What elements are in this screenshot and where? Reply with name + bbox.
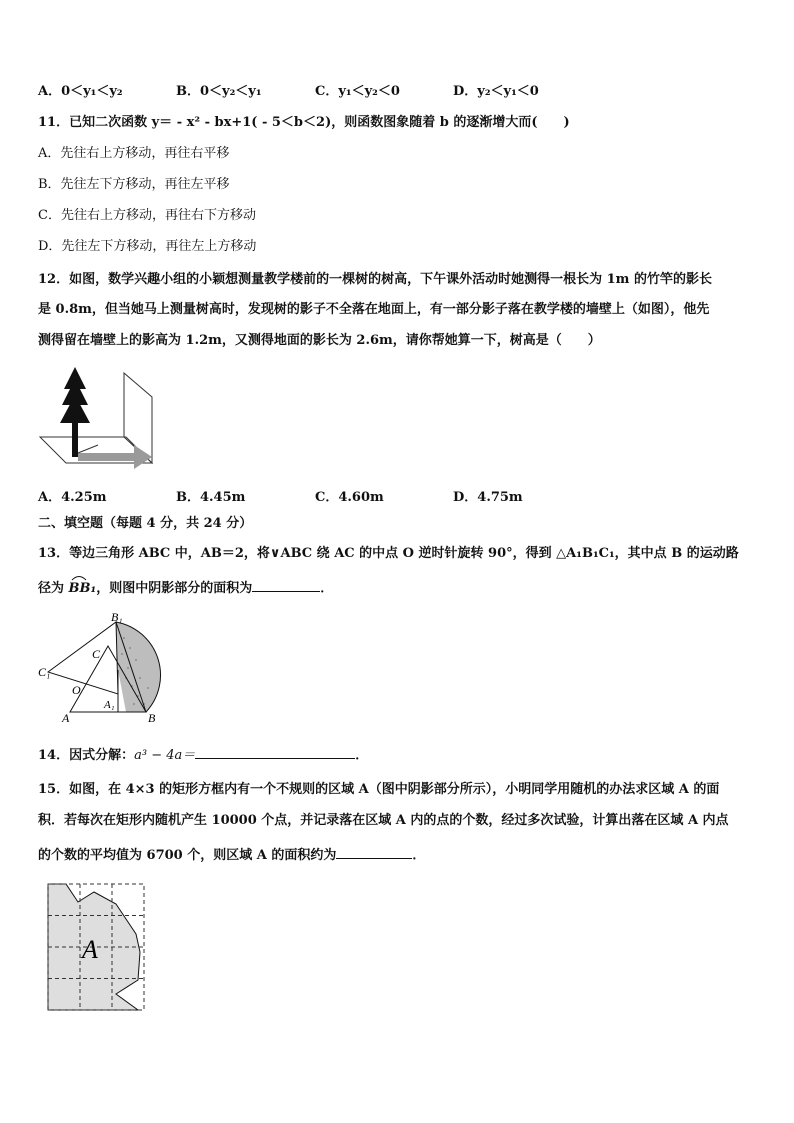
- q11-option-d: D．先往左下方移动，再往左上方移动: [38, 239, 257, 254]
- q11-option-b: B．先往左下方移动，再往左平移: [38, 177, 230, 192]
- q12-option-b: B．4.45m: [176, 490, 246, 505]
- q12-option-c: C．4.60m: [315, 490, 384, 505]
- q14-expression: a³ − 4a＝: [134, 748, 196, 763]
- q11-stem: 11．已知二次函数 y＝ - x² - bx+1( - 5＜b＜2)，则函数图象随着 b 的逐渐增大而( ): [38, 115, 570, 130]
- q10-option-a: A．0＜y₁＜y₂: [38, 84, 123, 99]
- shadow-edge: [78, 445, 98, 453]
- q12-tree-figure: [38, 365, 160, 473]
- q15-grid-figure: [46, 882, 148, 1012]
- q12-line-1: 12．如图，数学兴趣小组的小颖想测量教学楼前的一棵树的树高，下午课外活动时她测得一根长为 1m 的竹竿的影长: [38, 272, 712, 287]
- q13-line-2: 径为 BB₁，则图中阴影部分的面积为 ．: [38, 578, 333, 597]
- q14-line: 14．因式分解：a³ − 4a＝ ．: [38, 745, 368, 764]
- region-label-a: A: [82, 935, 98, 964]
- q13-arc-label: BB₁: [69, 581, 97, 597]
- tree-crown-low: [60, 395, 90, 423]
- q13-line-2-pre: 径为: [38, 581, 69, 596]
- q10-option-d: D．y₂＜y₁＜0: [453, 84, 539, 99]
- q12-line-3: 测得留在墙壁上的影高为 1.2m，又测得地面的影长为 2.6m，请你帮她算一下，树高是（ ）: [38, 333, 601, 348]
- label-c1: C₁: [38, 665, 51, 679]
- triangle-a1b1c1: [48, 622, 118, 694]
- q12-line-2: 是 0.8m，但当她马上测量树高时，发现树的影子不全落在地面上，有一部分影子落在教学楼的墙壁上（如图），他先: [38, 302, 710, 317]
- q10-option-b: B．0＜y₂＜y₁: [176, 84, 262, 99]
- q14-answer-blank: [195, 745, 355, 759]
- q13-line-2-post: ，则图中阴影部分的面积为: [96, 581, 253, 596]
- label-a1: A₁: [104, 699, 115, 711]
- label-o: O: [72, 683, 81, 697]
- shadow-arrow-head: [134, 445, 152, 469]
- q15-line-3: 的个数的平均值为 6700 个，则区域 A 的面积约为 ．: [38, 845, 425, 864]
- q15-line-2: 积．若每次在矩形内随机产生 10000 个点，并记录落在区域 A 内的点的个数，经过多次试验，计算出落在区域 A 内点: [38, 813, 729, 828]
- q12-option-a: A．4.25m: [38, 490, 107, 505]
- label-b1: B₁: [111, 610, 123, 624]
- q13-rotation-figure: [38, 608, 166, 726]
- arc-symbol-icon: [71, 575, 87, 581]
- q14-pre: 14．因式分解：: [38, 748, 135, 763]
- shadow-arrow-body: [78, 453, 136, 461]
- label-b: B: [148, 711, 156, 725]
- q13-answer-blank: [252, 578, 320, 592]
- q13-line-1: 13．等边三角形 ABC 中，AB＝2，将∨ABC 绕 AC 的中点 O 逆时针旋转 90°，得到 △A₁B₁C₁，其中点 B 的运动路: [38, 546, 739, 561]
- q10-option-c: C．y₁＜y₂＜0: [315, 84, 400, 99]
- label-c: C: [92, 647, 101, 661]
- q12-option-d: D．4.75m: [453, 490, 523, 505]
- section-fill-in-blank-heading: 二、填空题（每题 4 分，共 24 分）: [38, 516, 253, 531]
- q15-line-1: 15．如图，在 4×3 的矩形方框内有一个不规则的区域 A（图中阴影部分所示），小明同学用随机的办法求区域 A 的面: [38, 782, 720, 797]
- q15-answer-blank: [336, 845, 412, 859]
- label-a: A: [62, 711, 70, 725]
- q11-option-c: C．先往右上方移动，再往右下方移动: [38, 208, 256, 223]
- q11-option-a: A．先往右上方移动，再往右平移: [38, 146, 230, 161]
